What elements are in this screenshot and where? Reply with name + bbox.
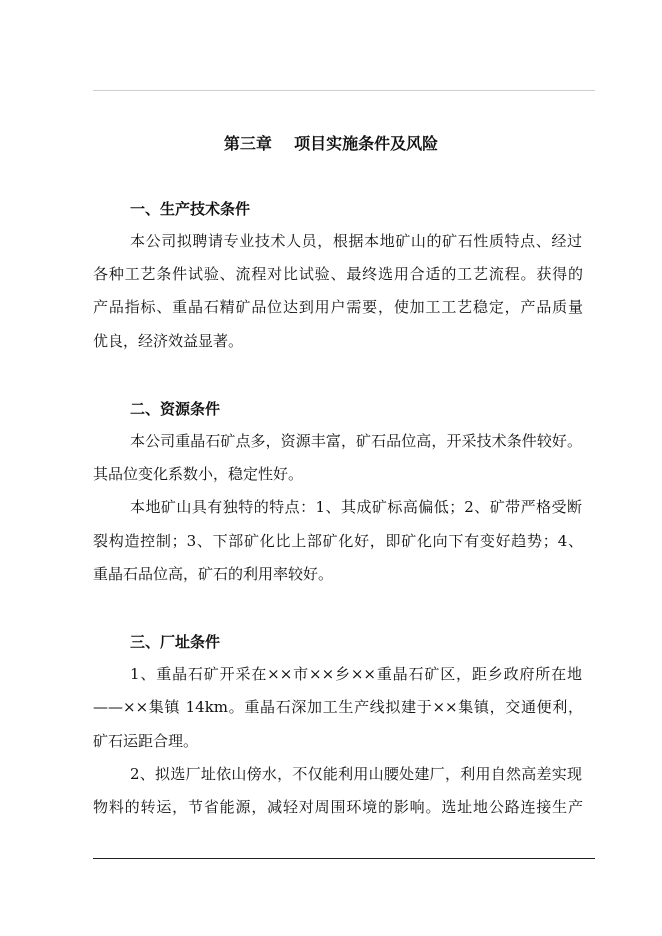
paragraph-line: 各种工艺条件试验、流程对比试验、最终选用合适的工艺流程。获得的	[93, 265, 583, 283]
paragraph-line: ——××集镇 14km。重晶石深加工生产线拟建于××集镇，交通便利，	[93, 698, 583, 716]
section-heading-resources: 二、资源条件	[130, 400, 221, 418]
paragraph-line: 产品指标、重晶石精矿品位达到用户需要，使加工工艺稳定，产品质量	[93, 298, 583, 316]
paragraph-line: 2、拟选厂址依山傍水，不仅能利用山腰处建厂，利用自然高差实现	[130, 765, 582, 783]
section-heading-site: 三、厂址条件	[130, 633, 221, 651]
paragraph-line: 其品位变化系数小，稳定性好。	[93, 465, 304, 483]
footer-rule	[93, 858, 595, 859]
paragraph-line: 矿石运距合理。	[93, 732, 199, 750]
paragraph-line: 本地矿山具有独特的特点：1、其成矿标高偏低；2、矿带严格受断	[130, 498, 582, 516]
chapter-title: 第三章 项目实施条件及风险	[223, 134, 439, 153]
paragraph-line: 本公司重晶石矿点多，资源丰富，矿石品位高，开采技术条件较好。	[130, 432, 582, 450]
paragraph-line: 物料的转运，节省能源，减轻对周围环境的影响。选址地公路连接生产	[93, 798, 583, 816]
paragraph-line: 重晶石品位高，矿石的利用率较好。	[93, 565, 334, 583]
header-rule	[93, 90, 595, 91]
paragraph-line: 本公司拟聘请专业技术人员，根据本地矿山的矿石性质特点、经过	[130, 232, 582, 250]
paragraph-line: 裂构造控制；3、下部矿化比上部矿化好，即矿化向下有变好趋势；4、	[93, 532, 583, 550]
paragraph-line: 1、重晶石矿开采在××市××乡××重晶石矿区，距乡政府所在地	[130, 665, 582, 683]
section-heading-production: 一、生产技术条件	[130, 200, 251, 218]
paragraph-line: 优良，经济效益显著。	[93, 332, 244, 350]
